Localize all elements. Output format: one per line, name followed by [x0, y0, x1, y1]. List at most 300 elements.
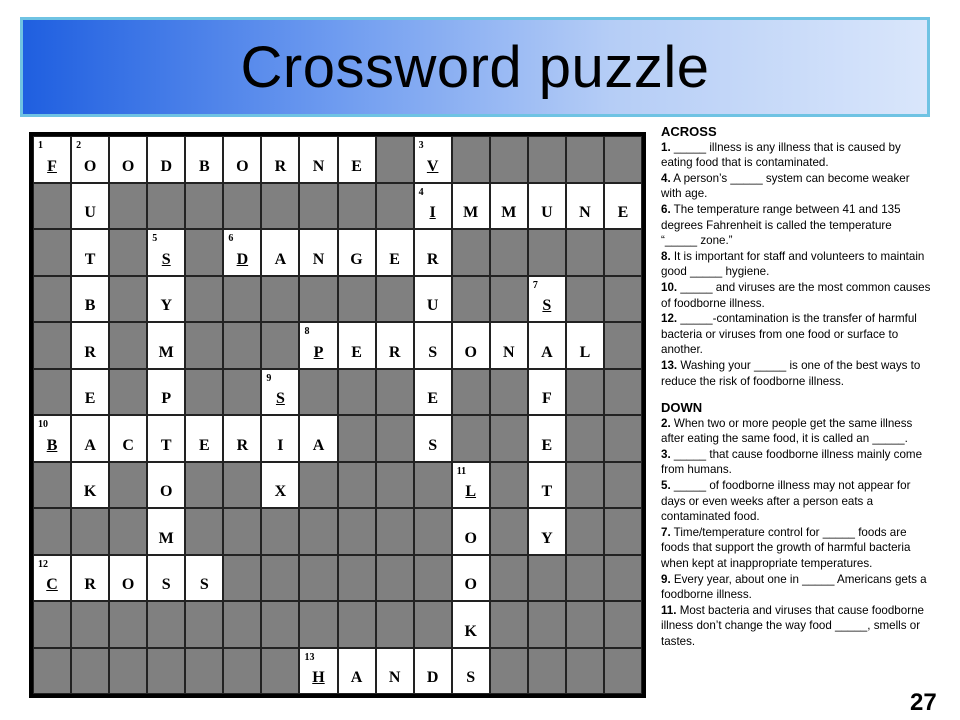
- grid-cell-blocked: [33, 601, 71, 648]
- grid-cell: [528, 322, 566, 369]
- clue-number: 9: [266, 372, 272, 384]
- cell-letter: O: [159, 483, 173, 500]
- grid-cell-blocked: [33, 462, 71, 509]
- clue-text: A person’s _____ system can become weaker with age.: [661, 171, 910, 201]
- grid-cell-blocked: [338, 601, 376, 648]
- grid-cell: [414, 229, 452, 276]
- clue-number: 1: [38, 140, 43, 151]
- grid-cell: [71, 276, 109, 323]
- grid-cell-blocked: [490, 555, 528, 602]
- down-clue: [661, 478, 931, 525]
- cell-letter: R: [274, 157, 287, 175]
- clue-num: 11.: [661, 603, 677, 617]
- grid-cell-blocked: [490, 229, 528, 276]
- grid-cell-blocked: [33, 508, 71, 555]
- grid-cell-blocked: [528, 136, 566, 183]
- grid-cell-blocked: [223, 462, 261, 509]
- cell-letter: N: [312, 250, 325, 268]
- grid-cell-blocked: [338, 462, 376, 509]
- clue-num: 2.: [661, 416, 671, 430]
- grid-cell: [566, 183, 604, 230]
- grid-cell-blocked: [452, 229, 490, 276]
- down-clue: [661, 572, 931, 603]
- down-clue: [661, 603, 931, 650]
- cell-letter: S: [428, 343, 438, 361]
- grid-cell: [223, 415, 261, 462]
- grid-cell-blocked: [223, 601, 261, 648]
- clue-text: _____ illness is any illness that is caused by eating food that is contaminated.: [661, 140, 901, 170]
- grid-cell-blocked: [223, 322, 261, 369]
- cell-letter: U: [541, 204, 553, 221]
- grid-cell: [452, 555, 490, 602]
- clue-number: 11: [456, 465, 467, 477]
- grid-cell-blocked: [604, 648, 642, 695]
- grid-cell: [414, 322, 452, 369]
- cell-letter: N: [503, 343, 515, 361]
- grid-cell-blocked: [338, 369, 376, 416]
- clue-text: _____ and viruses are the most common causes of foodborne illness.: [661, 280, 931, 310]
- grid-cell-blocked: [109, 183, 147, 230]
- cell-letter: D: [426, 669, 439, 686]
- cell-letter: K: [464, 622, 477, 640]
- clue-num: 7.: [661, 525, 671, 539]
- cell-letter: A: [312, 436, 325, 454]
- grid-cell-blocked: [604, 601, 642, 648]
- grid-cell-blocked: [33, 276, 71, 323]
- grid-cell-blocked: [261, 322, 299, 369]
- grid-cell-blocked: [604, 508, 642, 555]
- grid-cell-blocked: [109, 276, 147, 323]
- grid-cell-blocked: [261, 648, 299, 695]
- cell-letter: E: [351, 343, 362, 361]
- grid-cell: [71, 555, 109, 602]
- cell-letter: R: [236, 436, 249, 454]
- grid-cell-blocked: [490, 648, 528, 695]
- grid-cell-blocked: [261, 183, 299, 230]
- clue-num: 8.: [661, 249, 671, 263]
- grid-cell-blocked: [376, 136, 414, 183]
- grid-cell-blocked: [376, 369, 414, 416]
- grid-cell: [452, 508, 490, 555]
- grid-cell-blocked: [33, 322, 71, 369]
- grid-cell-blocked: [604, 369, 642, 416]
- down-clue: [661, 416, 931, 447]
- grid-cell: [414, 183, 452, 230]
- grid-cell-blocked: [299, 369, 337, 416]
- grid-cell: [452, 322, 490, 369]
- grid-cell-blocked: [452, 369, 490, 416]
- grid-cell-blocked: [71, 648, 109, 695]
- grid-cell-blocked: [566, 555, 604, 602]
- grid-cell-blocked: [109, 369, 147, 416]
- cell-letter: O: [464, 343, 477, 361]
- down-heading: DOWN: [661, 400, 703, 416]
- cell-letter: O: [121, 576, 135, 593]
- grid-cell: [299, 648, 337, 695]
- title-banner: [20, 17, 930, 117]
- grid-cell-blocked: [185, 322, 223, 369]
- grid-cell-blocked: [299, 555, 337, 602]
- grid-cell-blocked: [490, 276, 528, 323]
- clue-num: 5.: [661, 479, 671, 493]
- grid-cell-blocked: [490, 601, 528, 648]
- clue-num: 3.: [661, 447, 671, 461]
- grid-cell-blocked: [604, 555, 642, 602]
- grid-cell-blocked: [71, 508, 109, 555]
- cell-letter: L: [465, 483, 477, 500]
- grid-cell-blocked: [376, 555, 414, 602]
- grid-cell-blocked: [109, 601, 147, 648]
- grid-cell-blocked: [185, 369, 223, 416]
- clue-text: When two or more people get the same illness after eating the same food, it is called an _____.: [661, 416, 913, 446]
- grid-cell-blocked: [338, 183, 376, 230]
- grid-cell: [223, 136, 261, 183]
- grid-cell: [71, 136, 109, 183]
- grid-cell-blocked: [299, 183, 337, 230]
- cell-letter: S: [161, 250, 171, 268]
- grid-cell-blocked: [338, 508, 376, 555]
- clue-num: 10.: [661, 280, 678, 294]
- grid-cell-blocked: [604, 136, 642, 183]
- grid-cell: [414, 648, 452, 695]
- cell-letter: E: [389, 250, 400, 268]
- grid-cell: [452, 183, 490, 230]
- grid-cell-blocked: [338, 276, 376, 323]
- grid-cell: [185, 415, 223, 462]
- crossword-grid: [29, 132, 646, 698]
- grid-cell-blocked: [414, 601, 452, 648]
- cell-letter: O: [464, 529, 477, 547]
- grid-cell: [338, 648, 376, 695]
- grid-cell-blocked: [376, 601, 414, 648]
- clues-panel: [661, 124, 931, 650]
- cell-letter: N: [388, 669, 401, 686]
- grid-cell-blocked: [223, 369, 261, 416]
- cell-letter: A: [541, 343, 553, 361]
- grid-cell-blocked: [414, 508, 452, 555]
- grid-cell-blocked: [604, 229, 642, 276]
- grid-cell-blocked: [528, 555, 566, 602]
- cell-letter: B: [198, 157, 210, 175]
- grid-cell: [33, 136, 71, 183]
- grid-cell: [528, 508, 566, 555]
- cell-letter: S: [428, 436, 438, 454]
- grid-cell: [528, 183, 566, 230]
- cell-letter: T: [84, 250, 96, 268]
- across-clue-list: [661, 140, 931, 390]
- clue-text: _____ of foodborne illness may not appear for days or even weeks after a person eats a contaminated food.: [661, 479, 911, 524]
- grid-cell: [109, 136, 147, 183]
- grid-cell: [185, 555, 223, 602]
- grid-cell-blocked: [490, 415, 528, 462]
- grid-cell: [376, 229, 414, 276]
- cell-letter: O: [464, 576, 477, 593]
- grid-cell: [33, 555, 71, 602]
- cell-letter: R: [84, 343, 96, 361]
- grid-cell-blocked: [185, 648, 223, 695]
- grid-cell: [299, 136, 337, 183]
- cell-letter: F: [541, 390, 552, 407]
- clue-text: _____ that cause foodborne illness mainly come from humans.: [661, 447, 923, 477]
- clue-num: 12.: [661, 312, 678, 326]
- cell-letter: S: [161, 576, 171, 593]
- grid-cell-blocked: [109, 648, 147, 695]
- grid-cell: [71, 322, 109, 369]
- grid-cell: [528, 415, 566, 462]
- cell-letter: C: [122, 436, 134, 454]
- clue-number: 3: [418, 140, 424, 151]
- grid-cell: [490, 322, 528, 369]
- grid-cell: [147, 369, 185, 416]
- cell-letter: D: [160, 157, 172, 175]
- grid-cell: [528, 276, 566, 323]
- grid-cell-blocked: [566, 508, 604, 555]
- clue-text: Time/temperature control for _____ foods are foods that support the growth of harmful bacteria when kept at inappropriate temperatures.: [661, 525, 911, 571]
- across-clue: [661, 280, 931, 311]
- cell-letter: H: [312, 669, 325, 686]
- across-clue: [661, 171, 931, 202]
- grid-cell-blocked: [33, 648, 71, 695]
- cell-letter: P: [313, 343, 324, 361]
- cell-letter: E: [351, 157, 362, 175]
- grid-cell-blocked: [376, 276, 414, 323]
- grid-cell: [414, 369, 452, 416]
- across-clue: [661, 202, 931, 249]
- grid-cell-blocked: [490, 508, 528, 555]
- cell-letter: I: [429, 204, 436, 221]
- grid-cell-blocked: [185, 276, 223, 323]
- clue-num: 13.: [661, 358, 678, 372]
- grid-cell: [147, 322, 185, 369]
- grid-cell: [299, 229, 337, 276]
- grid-cell-blocked: [109, 322, 147, 369]
- grid-cell: [261, 462, 299, 509]
- cell-letter: E: [617, 204, 629, 221]
- down-clue-list: [661, 416, 931, 650]
- cell-letter: R: [84, 576, 96, 593]
- grid-cell: [414, 276, 452, 323]
- clue-number: 12: [38, 558, 48, 570]
- grid-cell: [338, 136, 376, 183]
- clue-number: 10: [38, 419, 48, 430]
- clue-text: The temperature range between 41 and 135 degrees Fahrenheit is called the temperature “_____ zone.”: [661, 202, 901, 248]
- cell-letter: R: [426, 250, 439, 268]
- grid-cell: [71, 415, 109, 462]
- grid-cell: [299, 322, 337, 369]
- clue-number: 8: [304, 326, 310, 337]
- cell-letter: M: [501, 204, 517, 221]
- grid-cell-blocked: [566, 276, 604, 323]
- grid-cell-blocked: [376, 183, 414, 230]
- cell-letter: N: [312, 157, 325, 175]
- grid-cell-blocked: [528, 648, 566, 695]
- clue-text: Washing your _____ is one of the best ways to reduce the risk of foodborne illness.: [661, 358, 921, 388]
- cell-letter: N: [579, 204, 591, 221]
- grid-cell: [299, 415, 337, 462]
- grid-cell: [71, 369, 109, 416]
- grid-cell: [604, 183, 642, 230]
- grid-cell-blocked: [223, 183, 261, 230]
- grid-cell: [261, 415, 299, 462]
- grid-cell: [338, 322, 376, 369]
- grid-cell-blocked: [109, 462, 147, 509]
- page-title: Crossword puzzle: [240, 34, 710, 100]
- clue-number: 6: [228, 233, 234, 244]
- cell-letter: O: [121, 157, 135, 175]
- grid-cell-blocked: [452, 136, 490, 183]
- cell-letter: V: [426, 157, 439, 175]
- grid-cell-blocked: [566, 229, 604, 276]
- grid-cell-blocked: [185, 601, 223, 648]
- grid-cell-blocked: [604, 276, 642, 323]
- grid-cell: [147, 415, 185, 462]
- cell-letter: C: [46, 576, 58, 593]
- cell-letter: A: [84, 436, 96, 454]
- grid-cell-blocked: [109, 508, 147, 555]
- grid-cell-blocked: [147, 601, 185, 648]
- grid-cell-blocked: [566, 462, 604, 509]
- across-clue: [661, 249, 931, 280]
- cell-letter: T: [160, 436, 172, 454]
- grid-cell-blocked: [604, 322, 642, 369]
- grid-cell-blocked: [185, 462, 223, 509]
- grid-cell-blocked: [223, 508, 261, 555]
- grid-cell-blocked: [528, 601, 566, 648]
- cell-letter: U: [426, 297, 439, 314]
- grid-cell-blocked: [566, 601, 604, 648]
- grid-cell-blocked: [33, 369, 71, 416]
- clue-num: 9.: [661, 572, 671, 586]
- grid-cell: [528, 369, 566, 416]
- grid-cell-blocked: [338, 555, 376, 602]
- grid-cell: [261, 229, 299, 276]
- cell-letter: O: [236, 157, 249, 175]
- grid-cell: [109, 555, 147, 602]
- cell-letter: M: [463, 204, 479, 221]
- cell-letter: E: [84, 390, 96, 407]
- clue-number: 4: [418, 186, 424, 198]
- cell-letter: O: [83, 157, 97, 175]
- grid-cell-blocked: [223, 555, 261, 602]
- clue-num: 1.: [661, 140, 671, 154]
- grid-cell-blocked: [261, 276, 299, 323]
- cell-letter: E: [198, 436, 210, 454]
- grid-cell-blocked: [566, 369, 604, 416]
- cell-letter: B: [46, 436, 58, 454]
- across-clue: [661, 140, 931, 171]
- grid-cell-blocked: [261, 601, 299, 648]
- cell-letter: E: [541, 436, 553, 454]
- grid-cell-blocked: [528, 229, 566, 276]
- page-number: 27: [910, 689, 937, 716]
- cell-letter: P: [161, 390, 172, 407]
- cell-letter: K: [83, 483, 97, 500]
- grid-cell-blocked: [566, 136, 604, 183]
- clue-number: 7: [532, 279, 538, 291]
- cell-letter: L: [579, 343, 591, 361]
- grid-cell-blocked: [71, 601, 109, 648]
- cell-letter: F: [47, 157, 57, 175]
- clue-text: _____-contamination is the transfer of harmful bacteria or viruses from one food or surface to another.: [661, 312, 917, 357]
- grid-cell-blocked: [299, 276, 337, 323]
- cell-letter: R: [388, 343, 401, 361]
- grid-cell-blocked: [376, 462, 414, 509]
- cell-letter: D: [236, 250, 249, 268]
- down-clue: [661, 525, 931, 572]
- grid-cell-blocked: [299, 601, 337, 648]
- cell-letter: S: [275, 390, 285, 407]
- across-clue: [661, 358, 931, 389]
- grid-cell-blocked: [490, 136, 528, 183]
- grid-cell-blocked: [147, 648, 185, 695]
- cell-letter: T: [541, 483, 553, 500]
- grid-cell-blocked: [147, 183, 185, 230]
- grid-cell: [566, 322, 604, 369]
- grid-cell-blocked: [185, 508, 223, 555]
- cell-letter: U: [84, 204, 96, 221]
- cell-letter: M: [158, 343, 174, 361]
- cell-letter: S: [542, 297, 552, 314]
- grid-cell-blocked: [376, 508, 414, 555]
- grid-cell-blocked: [223, 276, 261, 323]
- clue-num: 4.: [661, 171, 671, 185]
- clue-number: 13: [304, 651, 315, 663]
- grid-cell: [376, 648, 414, 695]
- grid-cell-blocked: [338, 415, 376, 462]
- grid-cell: [147, 136, 185, 183]
- cell-letter: S: [466, 669, 476, 686]
- grid-cell-blocked: [490, 462, 528, 509]
- cell-letter: X: [274, 483, 287, 500]
- grid-cell: [147, 555, 185, 602]
- grid-cell: [261, 369, 299, 416]
- grid-cell-blocked: [33, 229, 71, 276]
- cell-letter: S: [199, 576, 209, 593]
- cell-letter: Y: [541, 529, 553, 547]
- grid-cell: [528, 462, 566, 509]
- grid-cell: [261, 136, 299, 183]
- grid-cell: [452, 601, 490, 648]
- grid-cell: [33, 415, 71, 462]
- grid-cell-blocked: [33, 183, 71, 230]
- grid-cell: [185, 136, 223, 183]
- grid-cell: [71, 183, 109, 230]
- grid-cell-blocked: [414, 462, 452, 509]
- across-heading: ACROSS: [661, 124, 717, 139]
- down-clue: [661, 447, 931, 478]
- grid-cell-blocked: [376, 415, 414, 462]
- cell-letter: Y: [160, 297, 172, 314]
- cell-letter: B: [84, 297, 96, 314]
- grid-cell-blocked: [566, 648, 604, 695]
- clue-number: 2: [76, 140, 82, 151]
- grid-cell-blocked: [261, 508, 299, 555]
- grid-cell: [147, 276, 185, 323]
- cell-letter: A: [350, 669, 363, 686]
- grid-cell-blocked: [261, 555, 299, 602]
- clue-number: 5: [152, 233, 158, 244]
- grid-cell-blocked: [109, 229, 147, 276]
- grid-cell: [109, 415, 147, 462]
- clue-num: 6.: [661, 202, 671, 216]
- clue-text: Every year, about one in _____ Americans gets a foodborne illness.: [661, 572, 927, 602]
- grid-cell: [452, 648, 490, 695]
- cell-letter: I: [277, 436, 284, 454]
- grid-cell-blocked: [185, 183, 223, 230]
- grid-cell-blocked: [490, 369, 528, 416]
- cell-letter: M: [158, 529, 174, 547]
- grid-cell: [71, 229, 109, 276]
